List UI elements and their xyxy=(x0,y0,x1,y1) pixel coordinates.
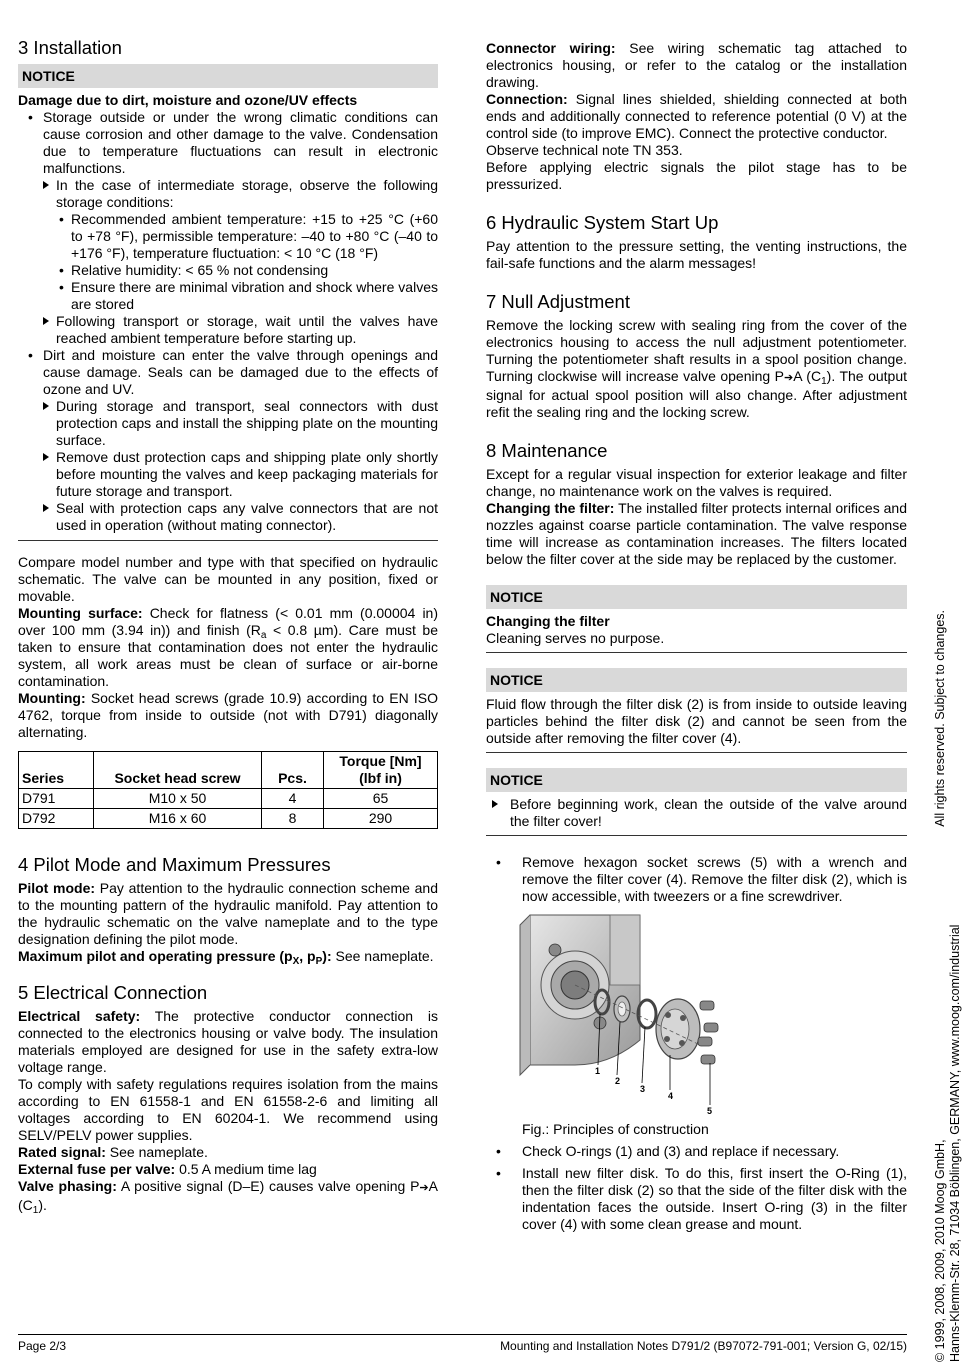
notice-bar: NOTICE xyxy=(486,668,907,692)
null-adjustment-paragraph: Remove the locking screw with sealing ring from the cover of the electronics housing to access the null adjustment potentiometer. Turning the potentiometer shaft results in a spool position change. Turning clockwise will increase valve opening P➔A $(C_1)$. The output signal for actual spool position will also change. After adjustment refit the sealing ring and the locking screw. xyxy=(486,317,907,420)
max-pressure-paragraph: Maximum pilot and operating pressure ($p_X$, $p_P$): See nameplate. xyxy=(18,948,434,967)
table-header-row xyxy=(19,752,438,789)
model-paragraph: Compare model number and type with that specified on hydraulic schematic. The valve can be mounted in any position, fixed or movable. xyxy=(18,554,438,604)
notice-bullet-list xyxy=(18,109,438,534)
notice-bar: NOTICE xyxy=(486,585,907,609)
notice-text: Cleaning serves no purpose. xyxy=(486,630,665,646)
list-item: • Dirt and moisture can enter the valve through openings and cause damage. Seals can be damaged due to the effects of ozone and UV. During storage and transport, seal connectors with dust protection caps and install the shipping plate on the mounting surface. Remove dust protection caps and shipping plate only shortly before mounting the valves and keep packaging materials for future storage and transport. Seal with protection caps any valve connectors that are not used in operation (without mating connector). xyxy=(18,347,438,534)
list-item: Remove dust protection caps and shipping plate only shortly before mounting the valves and keep packaging materials for future storage and transport. xyxy=(37,449,438,500)
table-row xyxy=(19,809,438,829)
address-line: Hanns-Klemm-Str. 28, 71034 Böblingen, GERMANY, www.moog.com/industrial xyxy=(948,924,962,1362)
figure-label: 5 xyxy=(707,1106,713,1116)
section-4-title: 4 Pilot Mode and Maximum Pressures xyxy=(18,854,331,875)
start-up-paragraph: Pay attention to the pressure setting, the venting instructions, the fail-safe functions and the alarm messages! xyxy=(486,238,907,271)
section-6-title: 6 Hydraulic System Start Up xyxy=(486,212,719,233)
notice-end-rule xyxy=(486,835,907,836)
list-item: Seal with protection caps any valve connectors that are not used in operation (without mating connector). xyxy=(37,500,438,534)
section-5-title: 5 Electrical Connection xyxy=(18,982,208,1003)
list-item: • Install new filter disk. To do this, first insert the O-Ring (1), then the filter disk (2) so that the side of the filter disk with the indentation faces the outside. Insert O-ring (3) in the filter cover (4) with some clean grease and mount. xyxy=(486,1165,907,1233)
figure-label: 2 xyxy=(615,1076,621,1086)
notice-end-rule xyxy=(18,540,438,541)
filter-construction-figure xyxy=(520,915,907,1119)
figure-caption: Fig.: Principles of construction xyxy=(522,1121,709,1137)
steps-list xyxy=(486,854,907,905)
list-item: • Relative humidity: < 65 % not condensing xyxy=(56,262,438,279)
page-number: Page 2/3 xyxy=(18,1339,67,1353)
notice-end-rule xyxy=(486,652,907,653)
notice-subtitle: Changing the filter xyxy=(486,613,610,629)
notice-subtitle: Damage due to dirt, moisture and ozone/UV effects xyxy=(18,92,358,108)
mounting-paragraph: Mounting: Socket head screws (grade 10.9) according to EN ISO 4762, torque from inside to outside (not with D791) diagonally alternating. xyxy=(18,690,438,740)
mounting-surface-paragraph: Mounting surface: Check for flatness (< 0.01 mm (0.00004 in) over 100 mm (3.94 in)) and finish ($R_a < 0.8$ µm). Care must be taken to ensure that contamination does not enter the hydraulic system, all work areas must be clean of surface or air-borne contamination. xyxy=(18,605,439,689)
notice-action-list xyxy=(486,796,907,830)
torque-table xyxy=(18,751,438,829)
action-list xyxy=(37,398,438,534)
pilot-mode-paragraph: Pilot mode: Pay attention to the hydraulic connection scheme and to the mounting pattern of the hydraulic manifold. Pay attention to the hydraulic schematic on the valve nameplate and to the type designation defining the pilot mode. xyxy=(18,880,438,947)
copyright-line: © 1999, 2008, 2009, 2010 Moog GmbH, xyxy=(933,1139,947,1362)
notice-text: Fluid flow through the filter disk (2) is from inside to outside leaving particles behind the filter disk (2) and cannot be seen from the outside after removing the filter cover (4). xyxy=(486,696,907,746)
connection-paragraph: Connection: Signal lines shielded, shielding connected at both ends and additionally connected to reference potential (0 V) at the control side (to improve EMC). Connect the protective conductor. xyxy=(486,91,908,141)
notice-bar: NOTICE xyxy=(486,768,907,792)
col-header: Torque [Nm] (lbf in) xyxy=(324,752,438,789)
fuse-paragraph: External fuse per valve: 0.5 A medium time lag xyxy=(18,1161,317,1177)
table-row xyxy=(19,789,438,809)
list-item: • Check O-rings (1) and (3) and replace if necessary. xyxy=(486,1143,907,1160)
electrical-safety-paragraph: Electrical safety: The protective conductor connection is connected to the electronics housing or valve body. The insulation materials employed are designed for use in the safety extra-low voltage range. xyxy=(18,1008,438,1075)
action-list xyxy=(37,177,438,347)
maintenance-paragraph: Except for a regular visual inspection for exterior leakage and filter change, no maintenance work on the valves is required. xyxy=(486,466,907,499)
col-header: Socket head screw xyxy=(94,752,262,789)
tn-paragraph: Observe technical note TN 353. xyxy=(486,142,683,158)
list-item: During storage and transport, seal connectors with dust protection caps and install the shipping plate on the mounting surface. xyxy=(37,398,438,449)
changing-filter-paragraph: Changing the filter: The installed filter protects internal orifices and nozzles against coarse particle contamination. The valve response time will increase as contamination increases. The filters located below the filter cover at the side may be replaced by the customer. xyxy=(486,500,908,567)
list-item: Before beginning work, clean the outside of the valve around the filter cover! xyxy=(486,796,907,830)
sub-list xyxy=(56,211,438,313)
section-3-title: 3 Installation xyxy=(18,37,122,58)
figure-label: 4 xyxy=(668,1091,674,1101)
notice-bar: NOTICE xyxy=(18,64,438,88)
figure-label: 3 xyxy=(640,1084,646,1094)
right-column xyxy=(486,40,907,1233)
filter-assembly-illustration xyxy=(520,915,720,1115)
list-item: • Ensure there are minimal vibration and shock where valves are stored xyxy=(56,279,438,313)
table-cell: D792 xyxy=(19,809,94,829)
left-column xyxy=(18,36,438,1214)
list-item: Following transport or storage, wait until the valves have reached ambient temperature before starting up. xyxy=(37,313,438,347)
section-8-title: 8 Maintenance xyxy=(486,440,608,461)
table-cell: 65 xyxy=(324,789,438,809)
document-reference: Mounting and Installation Notes D791/2 (B97072-791-001; Version G, 02/15) xyxy=(500,1339,907,1353)
table-cell: 290 xyxy=(324,809,438,829)
col-header: Series xyxy=(19,752,94,789)
list-item: • Remove hexagon socket screws (5) with a wrench and remove the filter cover (4). Remove the filter disk (2), which is now accessible, with tweezers or a fine screwdriver. xyxy=(486,854,907,905)
list-item: • Storage outside or under the wrong climatic conditions can cause corrosion and other damage to the valve. Condensation due to temperature fluctuations can result in electronic malfunctions. In the case of intermediate storage, observe the following storage conditions: • Recommended ambient temperature: +15 to +25 °C (+60 to +78 °F), permissible temperature: –40 to +80 °C (–40 to +176 °F), temperature fluctuation: < 10 °C (18 °F) • Relative humidity: < 65 % not condensing • Ensure there are minimal vibration and shock where valves are stored Following transport or storage, wait until the valves have reached ambient temperature before starting up. xyxy=(18,109,438,347)
figure-label: 1 xyxy=(595,1066,601,1076)
rated-signal-paragraph: Rated signal: See nameplate. xyxy=(18,1144,208,1160)
table-cell: D791 xyxy=(19,789,94,809)
footer-rule xyxy=(18,1334,907,1335)
steps-list xyxy=(486,1143,907,1233)
table-cell: 8 xyxy=(262,809,324,829)
pressurize-paragraph: Before applying electric signals the pilot stage has to be pressurized. xyxy=(486,159,907,192)
valve-phasing-paragraph: Valve phasing: A positive signal (D–E) causes valve opening P➔A $(C_1)$. xyxy=(18,1178,438,1216)
connector-wiring-paragraph: Connector wiring: See wiring schematic tag attached to electronics housing, or refer to the catalog or the installation drawing. xyxy=(486,40,908,90)
side-copyright xyxy=(933,12,963,1362)
section-7-title: 7 Null Adjustment xyxy=(486,291,630,312)
notice-end-rule xyxy=(486,752,907,753)
comply-paragraph: To comply with safety regulations requires isolation from the mains according to EN 61558-1 and EN 61558-2-6 and limiting all voltages according to EN 60204-1. We recommend using SELV/PELV power supplies. xyxy=(18,1076,438,1143)
rights-line: All rights reserved. Subject to changes. xyxy=(933,610,947,827)
list-item: • Recommended ambient temperature: +15 to +25 °C (+60 to +78 °F), permissible temperature: –40 to +80 °C (–40 to +176 °F), temperature fluctuation: < 10 °C (18 °F) xyxy=(56,211,438,262)
table-cell: 4 xyxy=(262,789,324,809)
table-cell: M10 x 50 xyxy=(94,789,262,809)
list-item: In the case of intermediate storage, observe the following storage conditions: • Recommended ambient temperature: +15 to +25 °C (+60 to +78 °F), permissible temperature: –40 to +80 °C (–40 to +176 °F), temperature fluctuation: < 10 °C (18 °F) • Relative humidity: < 65 % not condensing • Ensure there are minimal vibration and shock where valves are stored xyxy=(37,177,438,313)
table-cell: M16 x 60 xyxy=(94,809,262,829)
col-header: Pcs. xyxy=(262,752,324,789)
